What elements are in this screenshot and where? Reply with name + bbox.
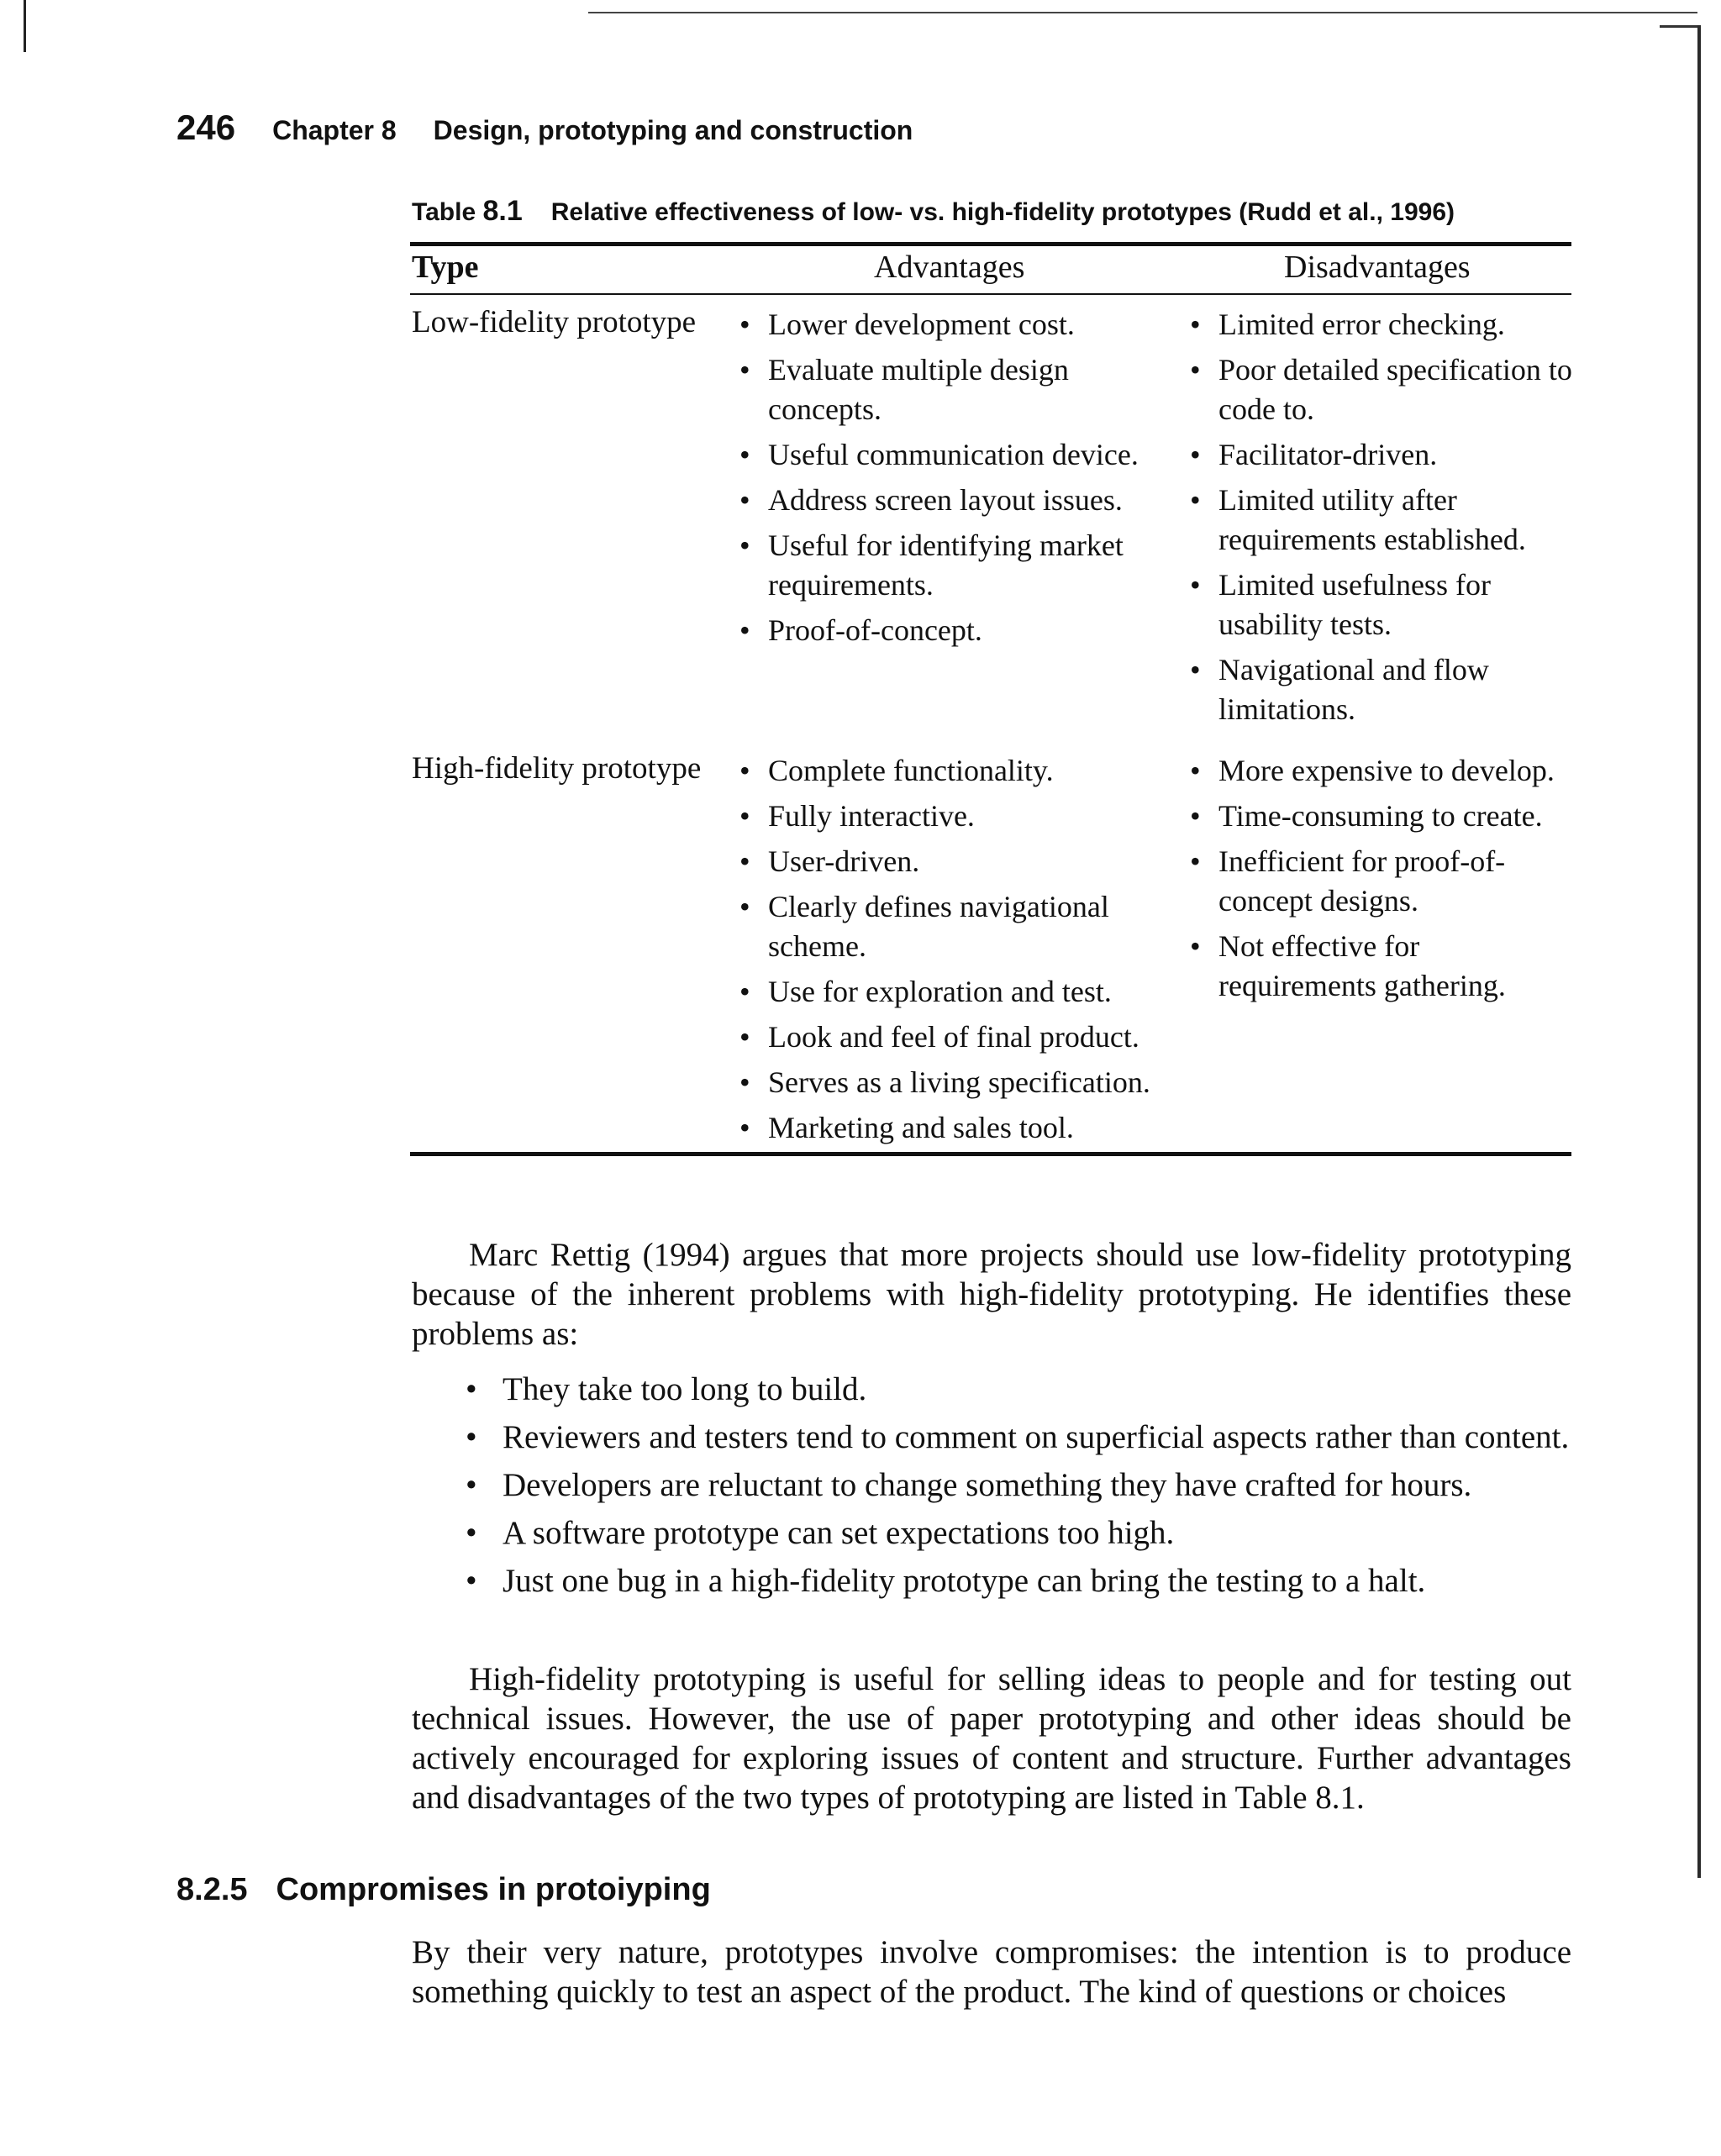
body-paragraph-rettig: Marc Rettig (1994) argues that more projects should use low-fidelity prototyping because of the inherent problems with high-fidelity prototyping. He identifies these problems as: (412, 1237, 1571, 1352)
table-header-rule (410, 293, 1571, 295)
list-item: • More expensive to develop. (1183, 751, 1578, 791)
row-type-low-fidelity: Low-fidelity prototype (412, 305, 697, 339)
list-item: • Evaluate multiple design concepts. (733, 350, 1170, 429)
section-title: Compromises in protoiyping (276, 1872, 711, 1907)
low-fidelity-advantages (733, 305, 1170, 656)
low-fidelity-disadvantages (1183, 305, 1578, 735)
table-header-advantages: Advantages (874, 250, 1025, 285)
body-paragraph-high-fidelity: High-fidelity prototyping is useful for selling ideas to people and for testing out technical issues. However, the use of paper prototyping and other ideas should be actively encouraged for exploring issues of content and structure. Further advantages and disadvantages of the two types of prototyping are listed in Table 8.1. (412, 1661, 1571, 1816)
list-item: • Complete functionality. (733, 751, 1170, 791)
section-number: 8.2.5 (176, 1872, 248, 1907)
list-item: • Time-consuming to create. (1183, 797, 1578, 836)
list-item: • Limited utility after requirements established. (1183, 481, 1578, 560)
list-item: • Limited error checking. (1183, 305, 1578, 344)
list-item: • User-driven. (733, 842, 1170, 881)
list-item: • Useful for identifying market requirements. (733, 526, 1170, 605)
scan-top-border (588, 12, 1697, 13)
list-item: • Developers are reluctant to change something they have crafted for hours. (461, 1465, 1571, 1505)
row-type-high-fidelity: High-fidelity prototype (412, 751, 702, 786)
page-number: 246 (176, 108, 236, 147)
table-caption-label: Table 8.1 (412, 195, 523, 227)
list-item: • They take too long to build. (461, 1370, 1571, 1409)
section-paragraph: By their very nature, prototypes involve compromises: the intention is to produce something quickly to test an aspect of the product. The kind of questions or choices (412, 1934, 1571, 2010)
list-item: • Address screen layout issues. (733, 481, 1170, 520)
running-header (176, 108, 913, 148)
list-item: • Reviewers and testers tend to comment on superficial aspects rather than content. (461, 1417, 1571, 1457)
list-item: • Clearly defines navigational scheme. (733, 887, 1170, 966)
table-header-disadvantages: Disadvantages (1284, 250, 1471, 285)
high-fidelity-disadvantages (1183, 751, 1578, 1012)
table-caption (412, 195, 1455, 228)
list-item: • Facilitator-driven. (1183, 435, 1578, 475)
scan-edge-mark (24, 0, 26, 52)
scan-corner-horizontal (1660, 25, 1700, 28)
table-header-type: Type (412, 250, 479, 285)
problems-list (461, 1370, 1571, 1609)
list-item: • Use for exploration and test. (733, 972, 1170, 1012)
table-top-rule (410, 242, 1571, 246)
list-item: • Lower development cost. (733, 305, 1170, 344)
list-item: • Not effective for requirements gathering. (1183, 927, 1578, 1006)
list-item: • Limited usefulness for usability tests. (1183, 565, 1578, 644)
section-heading (176, 1872, 711, 1908)
table-caption-text: Relative effectiveness of low- vs. high-fidelity prototypes (Rudd et al., 1996) (550, 198, 1455, 226)
chapter-title: Design, prototyping and construction (433, 115, 913, 145)
list-item: • Look and feel of final product. (733, 1018, 1170, 1057)
list-item: • Useful communication device. (733, 435, 1170, 475)
list-item: • Proof-of-concept. (733, 611, 1170, 650)
list-item: • Serves as a living specification. (733, 1063, 1170, 1102)
scan-right-border (1697, 25, 1701, 1878)
list-item: • Navigational and flow limitations. (1183, 650, 1578, 729)
list-item: • A software prototype can set expectations too high. (461, 1513, 1571, 1553)
list-item: • Fully interactive. (733, 797, 1170, 836)
list-item: • Inefficient for proof-of-concept designs. (1183, 842, 1578, 921)
list-item: • Poor detailed specification to code to. (1183, 350, 1578, 429)
high-fidelity-advantages (733, 751, 1170, 1154)
chapter-label: Chapter 8 (272, 115, 397, 145)
list-item: • Just one bug in a high-fidelity prototype can bring the testing to a halt. (461, 1561, 1571, 1601)
list-item: • Marketing and sales tool. (733, 1108, 1170, 1148)
